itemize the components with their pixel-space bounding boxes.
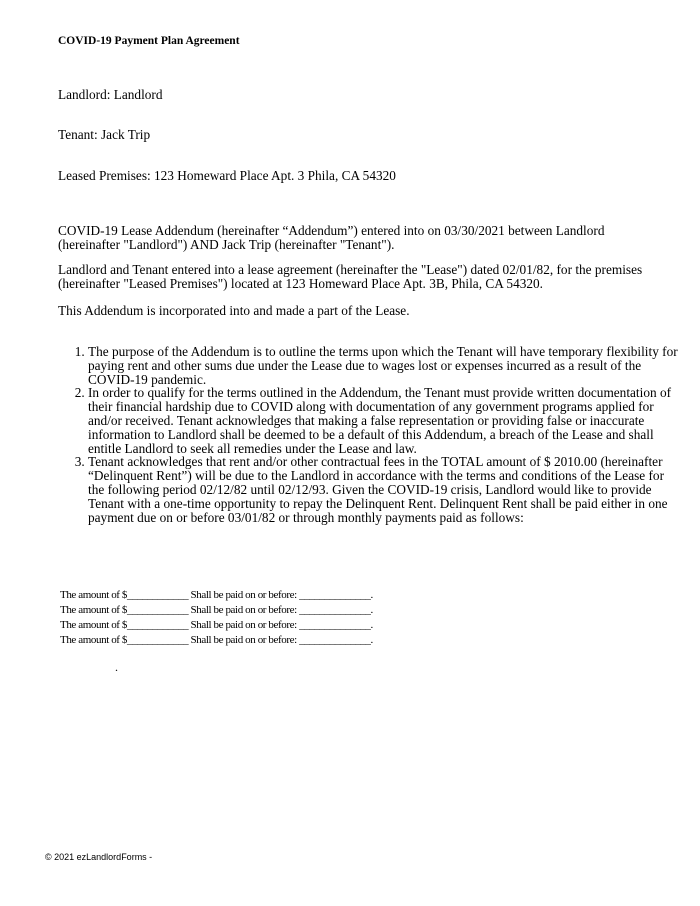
payment-schedule <box>60 588 373 648</box>
payment-row: The amount of $____________ Shall be paid on or before: ______________. <box>60 589 373 601</box>
list-item: 1. The purpose of the Addendum is to outline the terms upon which the Tenant will have temporary flexibility for paying rent and other sums due under the Lease due to wages lost or expenses incurred as a result of the COVID-19 pandemic. <box>88 345 678 386</box>
footer-copyright: © 2021 ezLandlordForms - <box>45 852 153 862</box>
incorporation-paragraph: This Addendum is incorporated into and made a part of the Lease. <box>58 303 410 318</box>
list-item: 2. In order to qualify for the terms outlined in the Addendum, the Tenant must provide written documentation of their financial hardship due to COVID along with documentation of any government programs applied for and/or received. Tenant acknowledges that making a false representation or providing false or inaccurate information to Landlord shall be deemed to be a default of this Addendum, a breach of the Lease and shall entitle Landlord to seek all remedies under the Lease and law. <box>88 386 678 455</box>
addendum-paragraph: COVID-19 Lease Addendum (hereinafter “Addendum”) entered into on 03/30/2021 between Landlord (hereinafter "Landlord") AND Jack Trip (hereinafter "Tenant"). <box>58 223 605 252</box>
premises-line: Leased Premises: 123 Homeward Place Apt. 3 Phila, CA 54320 <box>58 168 396 183</box>
payment-row: The amount of $____________ Shall be paid on or before: ______________. <box>60 634 373 646</box>
lease-paragraph: Landlord and Tenant entered into a lease agreement (hereinafter the "Lease") dated 02/01/82, for the premises (hereinafter "Leased Premises") located at 123 Homeward Place Apt. 3B, Phila, CA 54320. <box>58 262 643 291</box>
list-item: 3. Tenant acknowledges that rent and/or other contractual fees in the TOTAL amount of $ 2010.00 (hereinafter “Delinquent Rent”) will be due to the Landlord in accordance with the terms and conditions of the Lease for the following period 02/12/82 until 02/12/93. Given the COVID-19 crisis, Landlord would like to provide Tenant with a one-time opportunity to repay the Delinquent Rent. Delinquent Rent shall be paid either in one payment due on or before 03/01/82 or through monthly payments paid as follows: <box>88 455 678 524</box>
document-title: COVID-19 Payment Plan Agreement <box>58 35 240 47</box>
payment-row: The amount of $____________ Shall be paid on or before: ______________. <box>60 604 373 616</box>
landlord-line: Landlord: Landlord <box>58 87 163 102</box>
tenant-line: Tenant: Jack Trip <box>58 127 151 142</box>
stray-dot: . <box>115 660 118 674</box>
terms-list <box>58 345 678 524</box>
payment-row: The amount of $____________ Shall be paid on or before: ______________. <box>60 619 373 631</box>
